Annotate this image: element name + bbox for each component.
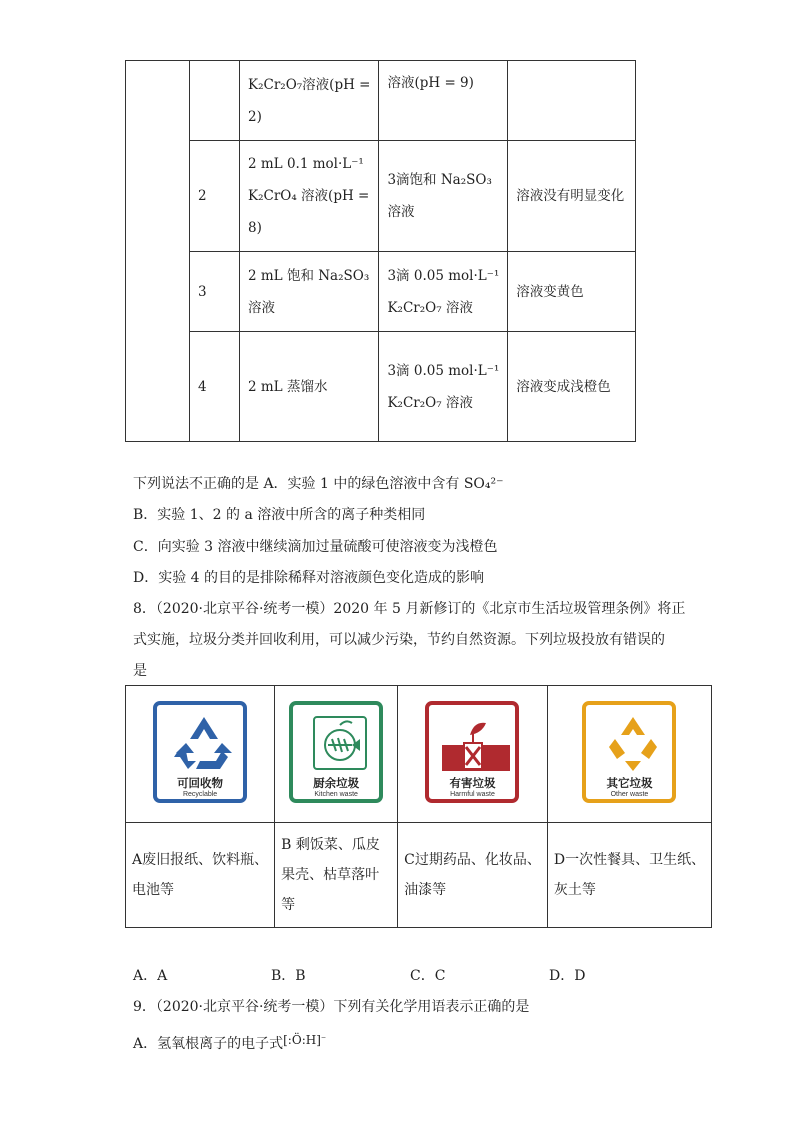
other-waste-icon (595, 713, 671, 773)
q9-option-a-text: A．氢氧根离子的电子式 (133, 1036, 284, 1052)
bin-label-en: Other waste (610, 791, 649, 798)
desc-line: A废旧报纸、饮料瓶、 (132, 852, 269, 868)
desc-line: C过期药品、化妆品、 (404, 852, 541, 868)
row-number-cell: 4 (190, 332, 240, 442)
bin-description-cell (398, 823, 548, 928)
added-line: 3滴饱和 Na₂SO₃ (387, 172, 492, 188)
table-row (126, 61, 636, 141)
q7-option-b: B．实验 1、2 的 a 溶液中所含的离子种类相同 (133, 507, 426, 523)
desc-line: D一次性餐具、卫生纸、 (553, 852, 706, 868)
table-row (126, 252, 636, 332)
q9-stem: 9．（2020·北京平谷·统考一模）下列有关化学用语表示正确的是 (133, 999, 530, 1015)
reagent-cell (240, 61, 379, 141)
kitchen-bin-sign (289, 701, 383, 803)
phenomenon-cell: 溶液没有明显变化 (508, 141, 636, 252)
hydroxide-electron-formula: [:Ö:H] (283, 1033, 321, 1047)
desc-line: 油漆等 (404, 882, 447, 898)
bin-description-cell (275, 823, 398, 928)
reagent-line: 2) (248, 108, 262, 125)
bin-cell (275, 686, 398, 823)
bin-description-cell (126, 823, 275, 928)
added-reagent-cell (379, 252, 508, 332)
added-line: 3滴 0.05 mol·L⁻¹ (387, 362, 500, 379)
reagent-line: 2 mL 0.1 mol·L⁻¹ (248, 156, 364, 172)
recycle-icon (166, 713, 242, 773)
desc-line: B 剩饭菜、瓜皮 (281, 837, 380, 853)
bin-label-en: Kitchen waste (314, 791, 358, 798)
desc-line: 电池等 (132, 882, 174, 898)
q8-stem-line: 是 (133, 663, 147, 679)
bin-cell (398, 686, 548, 823)
phenomenon-cell (508, 61, 636, 141)
reagent-line: K₂Cr₂O₇溶液(pH = (248, 76, 371, 93)
bin-label-cn: 有害垃圾 (449, 776, 496, 790)
desc-line: 灰土等 (553, 882, 596, 898)
phenomenon-cell: 溶液变黄色 (508, 252, 636, 332)
added-line: 3滴 0.05 mol·L⁻¹ (387, 267, 500, 284)
other-bin-sign (582, 701, 676, 803)
experiment-table (125, 60, 636, 442)
row-number-cell: 3 (190, 252, 240, 332)
bin-cell (126, 686, 275, 823)
q8-option-a: A．A (133, 968, 168, 984)
added-line: 溶液(pH = 9) (387, 75, 474, 91)
table-row (126, 332, 636, 442)
row-number-cell (190, 61, 240, 141)
bin-label-en: Recyclable (182, 791, 218, 798)
q8-stem-line: 式实施，垃圾分类并回收利用，可以减少污染，节约自然资源。下列垃圾投放有错误的 (133, 632, 665, 648)
reagent-line: K₂CrO₄ 溶液(pH = (248, 188, 370, 204)
bin-description-cell (547, 823, 711, 928)
phenomenon-cell: 溶液变成浅橙色 (508, 332, 636, 442)
recyclable-bin-sign (153, 701, 247, 803)
fishbone-icon (302, 713, 378, 773)
bins-icon-row (126, 686, 712, 823)
reagent-cell (240, 332, 379, 442)
reagent-line: 溶液 (248, 299, 275, 316)
q8-option-c: C．C (410, 968, 446, 984)
desc-line: 等 (281, 897, 296, 913)
bin-label-cn: 可回收物 (177, 776, 224, 790)
bin-label-cn: 厨余垃圾 (313, 776, 360, 790)
bins-description-row (126, 823, 712, 928)
q9-option-a (133, 1033, 326, 1053)
reagent-line: 2 mL 蒸馏水 (248, 378, 328, 395)
q8-option-d: D．D (549, 968, 586, 984)
added-reagent-cell (379, 141, 508, 252)
added-reagent-cell (379, 332, 508, 442)
q7-option-c: C．向实验 3 溶液中继续滴加过量硫酸可使溶液变为浅橙色 (133, 539, 498, 555)
q8-option-b: B．B (271, 968, 306, 984)
added-line: 溶液 (387, 204, 415, 220)
reagent-line: 8) (248, 220, 262, 236)
waste-bins-table (125, 685, 712, 928)
q7-stem-option-a: 下列说法不正确的是 A．实验 1 中的绿色溶液中含有 SO₄²⁻ (133, 476, 504, 492)
added-line: K₂Cr₂O₇ 溶液 (387, 299, 473, 316)
desc-line: 果壳、枯草落叶 (281, 867, 380, 883)
bin-label-en: Harmful waste (450, 791, 495, 798)
added-line: K₂Cr₂O₇ 溶液 (387, 394, 473, 411)
row-number-cell: 2 (190, 141, 240, 252)
bin-label-cn: 其它垃圾 (606, 776, 653, 790)
q7-option-d: D．实验 4 的目的是排除稀释对溶液颜色变化造成的影响 (133, 570, 485, 586)
hydroxide-charge: ⁻ (320, 1034, 327, 1046)
hazard-icon (438, 713, 514, 773)
harmful-bin-sign (425, 701, 519, 803)
reagent-line: 2 mL 饱和 Na₂SO₃ (248, 267, 370, 284)
bin-cell (547, 686, 711, 823)
experiment-label-cell (126, 61, 190, 442)
reagent-cell (240, 252, 379, 332)
q8-stem-line: 8．（2020·北京平谷·统考一模）2020 年 5 月新修订的《北京市生活垃圾管理条例》将正 (133, 601, 686, 617)
table-row (126, 141, 636, 252)
reagent-cell (240, 141, 379, 252)
added-reagent-cell (379, 61, 508, 141)
